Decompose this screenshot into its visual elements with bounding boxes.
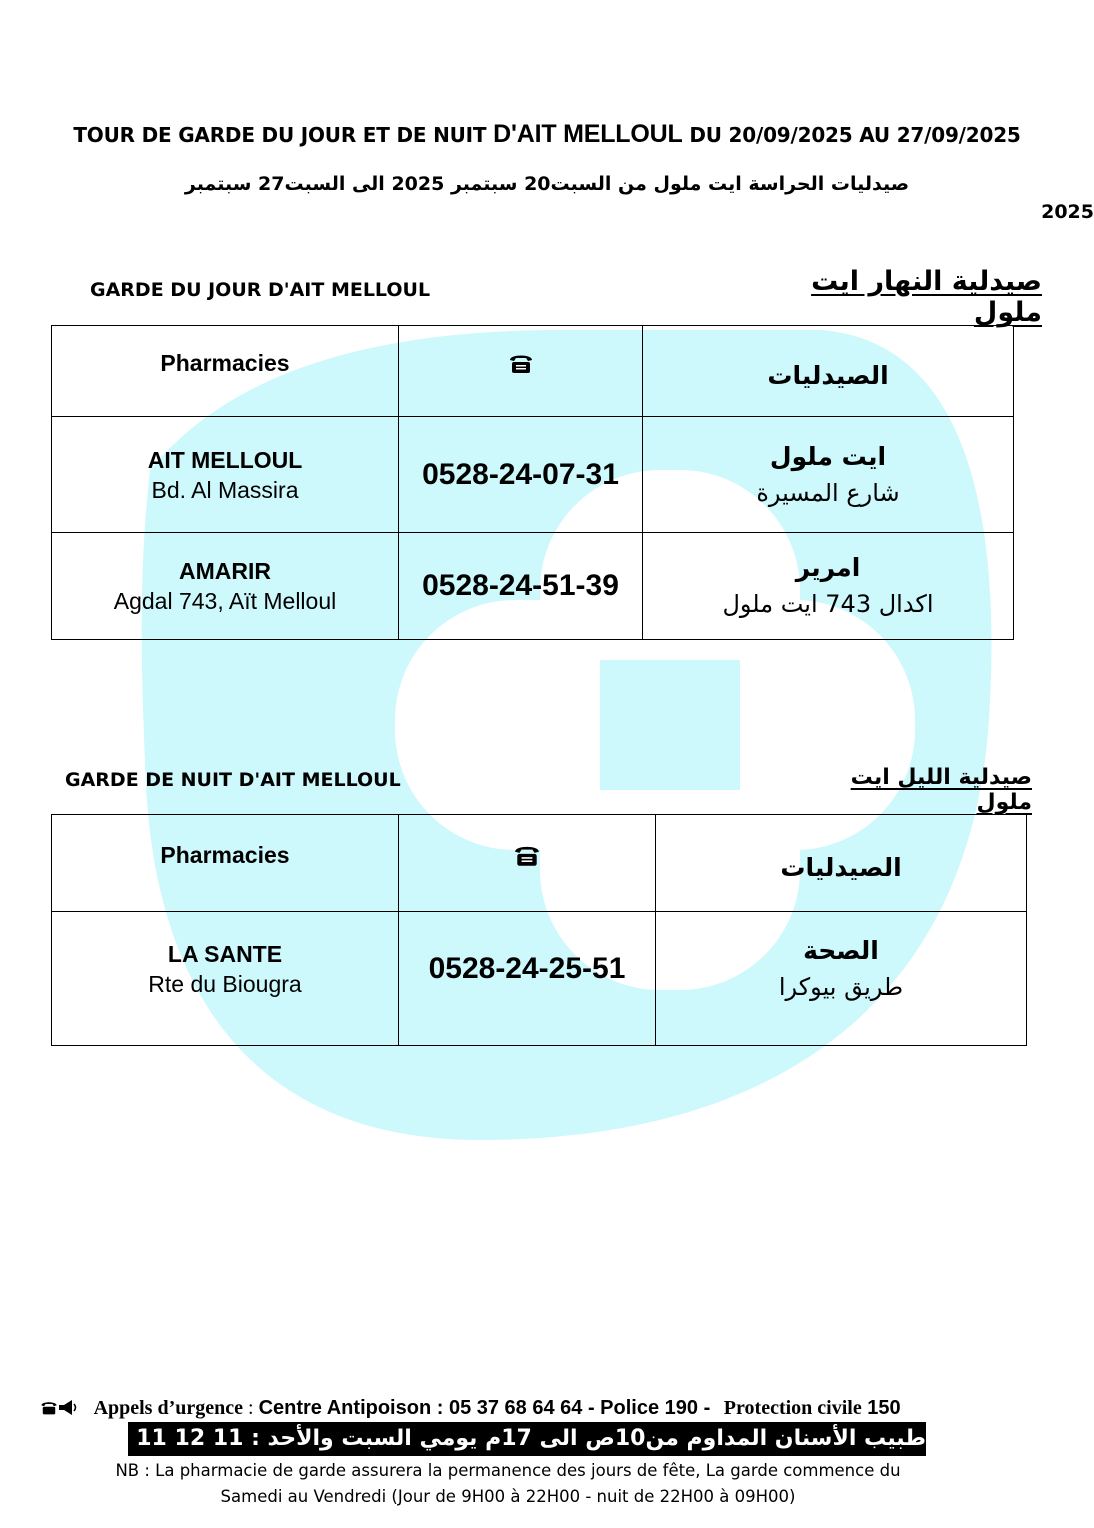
nb-note: NB : La pharmacie de garde assurera la permanence des jours de fête, La garde commence du Samedi au Vendredi (Jour de 9H00 à 22H00 - nuit de 22H00 à 09H00) xyxy=(115,1461,901,1506)
pharmacy-cell xyxy=(52,912,399,1046)
megaphone-icon xyxy=(58,1399,78,1422)
night-pharmacies-table xyxy=(51,814,1027,1046)
pharmacy-cell xyxy=(52,533,399,640)
day-pharmacies-table xyxy=(51,325,1014,640)
pharmacy-address-ar: شارع المسيرة xyxy=(756,478,900,507)
page-title-ar: صيدليات الحراسة ايت ملول من السبت20 سبتمبر 2025 الى السبت27 سبتمبر 2025 xyxy=(0,170,1094,226)
pharmacy-address: Rte du Biougra xyxy=(148,970,302,997)
pharmacy-name: AMARIR xyxy=(179,558,271,584)
emergency-calls-line: Appels d’urgence : Centre Antipoison : 05 37 68 64 64 - Police 190 - Protection civile 150 xyxy=(40,1397,1050,1422)
pharmacy-address-ar: اكدال 743 ايت ملول xyxy=(722,590,934,618)
page-title-fr: TOUR DE GARDE DU JOUR ET DE NUIT D'AIT MELLOUL DU 20/09/2025 AU 27/09/2025 xyxy=(73,120,1021,148)
pharmacy-name-ar: الصحة xyxy=(803,935,879,965)
pharmacy-ar-cell xyxy=(656,912,1027,1046)
day-section-title-fr: GARDE DU JOUR D'AIT MELLOUL xyxy=(90,279,431,301)
table-row xyxy=(52,417,1014,533)
phone-icon xyxy=(40,1399,58,1422)
pharmacy-address-ar: طريق بيوكرا xyxy=(778,972,904,1001)
pharmacy-phone: 0528-24-51-39 xyxy=(422,569,619,602)
table-header-row xyxy=(52,815,1027,912)
pharmacy-ar-cell xyxy=(643,533,1014,640)
pharmacy-name: AIT MELLOUL xyxy=(147,446,303,473)
pharmacy-cell xyxy=(52,417,399,533)
night-section-title-ar: صيدلية الليل ايت ملول xyxy=(850,765,1032,815)
header-phone xyxy=(399,815,656,912)
page-title-ar-year: 2025 xyxy=(1041,201,1094,223)
phone-cell xyxy=(399,417,643,533)
table-row xyxy=(52,533,1014,640)
pharmacy-name-ar: ايت ملول xyxy=(769,441,887,471)
dentist-on-duty-banner: طبيب الأسنان المداوم من10ص الى 17م يومي السبت والأحد : 11 12 11 08 06 xyxy=(128,1422,926,1456)
phone-cell xyxy=(399,533,643,640)
phone-icon xyxy=(508,351,534,380)
phone-cell xyxy=(399,912,656,1046)
pharmacy-address: Bd. Al Massira xyxy=(151,476,299,503)
table-header-row xyxy=(52,326,1014,417)
pharmacy-ar-cell xyxy=(643,417,1014,533)
phone-icon xyxy=(513,842,541,873)
pharmacy-phone: 0528-24-07-31 xyxy=(422,457,619,491)
header-pharmacies: Pharmacies xyxy=(52,326,399,417)
header-pharmacies-ar: الصيدليات xyxy=(656,815,1027,912)
table-row xyxy=(52,912,1027,1046)
pharmacy-address: Agdal 743, Aït Melloul xyxy=(113,588,337,614)
header-phone xyxy=(399,326,643,417)
night-section-title-fr: GARDE DE NUIT D'AIT MELLOUL xyxy=(65,769,401,791)
header-pharmacies: Pharmacies xyxy=(52,815,399,912)
header-pharmacies-ar: الصيدليات xyxy=(643,326,1014,417)
city-name: D'AIT MELLOUL xyxy=(493,120,683,148)
pharmacy-phone: 0528-24-25-51 xyxy=(428,951,626,985)
day-section-title-ar: صيدلية النهار ايت ملول xyxy=(811,266,1042,328)
pharmacy-name-ar: امرير xyxy=(795,553,861,582)
pharmacy-name: LA SANTE xyxy=(167,940,283,967)
